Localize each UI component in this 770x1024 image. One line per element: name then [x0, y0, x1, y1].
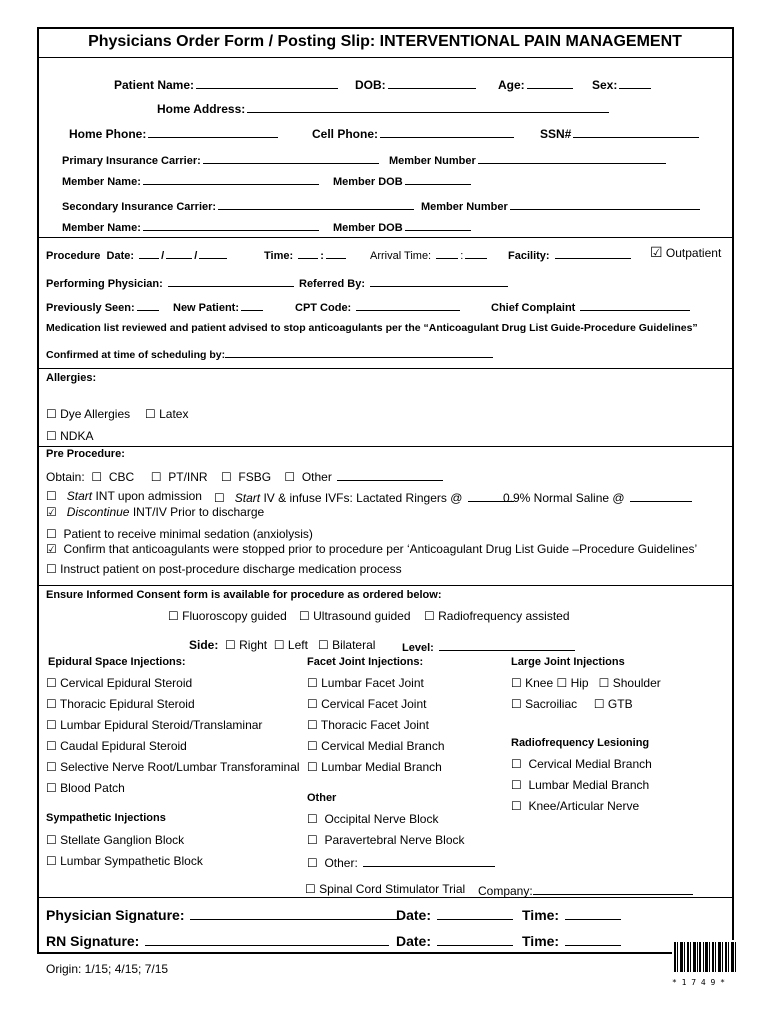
preprocedure-divider — [38, 585, 733, 586]
secondary-carrier-field[interactable]: Secondary Insurance Carrier: — [62, 197, 416, 213]
cell-phone-field[interactable]: Cell Phone: — [312, 125, 516, 141]
rf-item[interactable]: ☐ Lumbar Medial Branch — [511, 778, 650, 792]
left-checkbox-icon[interactable]: ☐ — [273, 638, 285, 652]
obtain-row: Obtain: ☐ CBC ☐ PT/INR ☐ FSBG ☐ Other — [46, 468, 445, 484]
knee-checkbox-icon[interactable]: ☐ — [511, 676, 522, 690]
spinal-cord-stimulator-checkbox[interactable]: ☐ Spinal Cord Stimulator Trial — [305, 882, 466, 896]
confirmed-by-field[interactable]: Confirmed at time of scheduling by: — [46, 345, 495, 361]
checkbox-icon: ☐ — [46, 429, 57, 443]
other-item[interactable]: ☐ Occipital Nerve Block — [307, 812, 439, 826]
ultrasound-checkbox[interactable]: ☐ Ultrasound guided — [299, 609, 411, 623]
discontinue-checkbox[interactable]: ☑ Discontinue INT/IV Prior to discharge — [46, 505, 265, 519]
epidural-item[interactable]: ☐ Thoracic Epidural Steroid — [46, 697, 195, 711]
other-checkbox-icon[interactable]: ☐ — [284, 470, 296, 484]
procedure-time-field[interactable]: Time: : — [264, 246, 348, 262]
checkbox-icon: ☐ — [46, 527, 57, 541]
patient-divider — [38, 237, 733, 238]
home-address-field[interactable]: Home Address: — [157, 100, 611, 116]
epidural-item[interactable]: ☐ Selective Nerve Root/Lumbar Transforaminal — [46, 760, 300, 774]
side-row: Side: ☐ Right ☐ Left ☐ Bilateral — [189, 638, 376, 652]
checkbox-icon: ☐ — [307, 833, 318, 847]
physician-date-field[interactable]: Date: — [396, 905, 515, 923]
page-title: Physicians Order Form / Posting Slip: INTERVENTIONAL PAIN MANAGEMENT — [88, 33, 682, 50]
sympathetic-heading: Sympathetic Injections — [46, 812, 166, 824]
epidural-heading: Epidural Space Injections: — [48, 656, 186, 668]
checkbox-icon: ☐ — [307, 718, 318, 732]
previously-seen-field[interactable]: Previously Seen: — [46, 298, 161, 314]
outpatient-checkbox[interactable]: ☑ Outpatient — [650, 245, 722, 261]
checkbox-icon: ☐ — [46, 781, 57, 795]
member-name-field[interactable]: Member Name: — [62, 172, 321, 188]
bilateral-checkbox-icon[interactable]: ☐ — [317, 638, 329, 652]
start-int-checkbox[interactable]: ☐ Start INT upon admission — [46, 489, 202, 503]
cpt-code-field[interactable]: CPT Code: — [295, 298, 462, 314]
latex-checkbox[interactable]: ☐ Latex — [145, 407, 189, 421]
epidural-item[interactable]: ☐ Caudal Epidural Steroid — [46, 739, 187, 753]
instruct-checkbox[interactable]: ☐ Instruct patient on post-procedure discharge medication process — [46, 562, 402, 576]
large-joint-row-2: ☐ Sacroiliac ☐ GTB — [511, 697, 633, 711]
rf-item[interactable]: ☐ Cervical Medial Branch — [511, 757, 652, 771]
facet-item[interactable]: ☐ Cervical Medial Branch — [307, 739, 445, 753]
shoulder-checkbox-icon[interactable]: ☐ — [598, 676, 610, 690]
primary-carrier-field[interactable]: Primary Insurance Carrier: — [62, 151, 381, 167]
medication-note: Medication list reviewed and patient advised to stop anticoagulants per the “Anticoagulant Drug List Guide-Procedure Guidelines” — [46, 322, 698, 334]
large-joint-row-1: ☐ Knee ☐ Hip ☐ Shoulder — [511, 676, 661, 690]
other-item[interactable]: ☐ Paravertebral Nerve Block — [307, 833, 465, 847]
large-joint-heading: Large Joint Injections — [511, 656, 625, 668]
checkbox-icon: ☐ — [46, 407, 57, 421]
age-field[interactable]: Age: — [498, 76, 575, 92]
hip-checkbox-icon[interactable]: ☐ — [556, 676, 568, 690]
checkbox-icon: ☐ — [511, 778, 522, 792]
cbc-checkbox-icon[interactable]: ☐ — [91, 470, 103, 484]
sacroiliac-checkbox-icon[interactable]: ☐ — [511, 697, 522, 711]
checkbox-icon: ☐ — [46, 697, 57, 711]
allergies-divider — [38, 446, 733, 447]
sympathetic-item[interactable]: ☐ Lumbar Sympathetic Block — [46, 854, 203, 868]
rf-heading: Radiofrequency Lesioning — [511, 737, 650, 749]
epidural-item[interactable]: ☐ Cervical Epidural Steroid — [46, 676, 193, 690]
checkbox-icon: ☐ — [46, 562, 57, 576]
rn-signature-field[interactable]: RN Signature: — [46, 931, 391, 949]
allergies-heading: Allergies: — [46, 372, 97, 384]
checkbox-icon: ☐ — [307, 676, 318, 690]
facet-item[interactable]: ☐ Cervical Facet Joint — [307, 697, 427, 711]
sedation-checkbox[interactable]: ☐ Patient to receive minimal sedation (anxiolysis) — [46, 527, 313, 541]
chief-complaint-field[interactable]: Chief Complaint — [491, 298, 692, 314]
rn-time-field[interactable]: Time: — [522, 931, 623, 949]
fluoroscopy-checkbox[interactable]: ☐ Fluoroscopy guided — [168, 609, 287, 623]
title-divider — [38, 57, 733, 58]
epidural-item[interactable]: ☐ Blood Patch — [46, 781, 125, 795]
physician-time-field[interactable]: Time: — [522, 905, 623, 923]
checkbox-icon: ☐ — [307, 697, 318, 711]
physician-signature-field[interactable]: Physician Signature: — [46, 905, 400, 923]
checkbox-icon: ☐ — [307, 739, 318, 753]
patient-name-field[interactable]: Patient Name: — [114, 76, 340, 92]
procedure-date-field[interactable]: Procedure Date: / / — [46, 246, 229, 262]
new-patient-field[interactable]: New Patient: — [173, 298, 265, 314]
company-field[interactable]: Company: — [478, 882, 695, 898]
checkbox-icon: ☐ — [511, 799, 522, 813]
checkbox-icon: ☐ — [299, 609, 310, 623]
member-number-field[interactable]: Member Number — [389, 151, 668, 167]
epidural-item[interactable]: ☐ Lumbar Epidural Steroid/Translaminar — [46, 718, 263, 732]
home-phone-field[interactable]: Home Phone: — [69, 125, 280, 141]
checkbox-icon: ☐ — [424, 609, 435, 623]
checkbox-icon: ☐ — [46, 489, 57, 503]
dob-field[interactable]: DOB: — [355, 76, 478, 92]
origin-text: Origin: 1/15; 4/15; 7/15 — [46, 962, 169, 976]
rf-item[interactable]: ☐ Knee/Articular Nerve — [511, 799, 640, 813]
dye-allergies-checkbox[interactable]: ☐ Dye Allergies — [46, 407, 131, 421]
start-iv-checkbox[interactable]: ☐ Start IV & infuse IVFs: Lactated Ringers @ — [214, 489, 516, 505]
confirm-anticoagulants-checkbox[interactable]: ☑ Confirm that anticoagulants were stopped prior to procedure per ‘Anticoagulant Drug List Guide –Procedure Guidelines’ — [46, 542, 698, 556]
member-dob2-field[interactable]: Member DOB — [333, 218, 473, 234]
checkbox-icon: ☐ — [46, 833, 57, 847]
facet-item[interactable]: ☐ Thoracic Facet Joint — [307, 718, 429, 732]
member-dob-field[interactable]: Member DOB — [333, 172, 473, 188]
checked-box-icon: ☑ — [46, 505, 57, 519]
checkbox-icon: ☐ — [214, 491, 225, 505]
member-name2-field[interactable]: Member Name: — [62, 218, 321, 234]
member-number2-field[interactable]: Member Number — [421, 197, 702, 213]
referred-by-field[interactable]: Referred By: — [299, 274, 510, 290]
performing-physician-field[interactable]: Performing Physician: — [46, 274, 296, 290]
sex-field[interactable]: Sex: — [592, 76, 653, 92]
consent-heading: Ensure Informed Consent form is available for procedure as ordered below: — [46, 589, 442, 601]
checkbox-icon: ☐ — [511, 757, 522, 771]
checkbox-icon: ☐ — [46, 854, 57, 868]
checkbox-icon: ☐ — [305, 882, 316, 896]
checkbox-icon: ☐ — [145, 407, 156, 421]
fsbg-checkbox-icon[interactable]: ☐ — [220, 470, 232, 484]
facet-item[interactable]: ☐ Lumbar Medial Branch — [307, 760, 442, 774]
rn-date-field[interactable]: Date: — [396, 931, 515, 949]
checkbox-icon: ☐ — [46, 718, 57, 732]
checked-box-icon: ☑ — [46, 542, 57, 556]
right-checkbox-icon[interactable]: ☐ — [225, 638, 236, 652]
checkbox-icon: ☐ — [46, 760, 57, 774]
checkbox-icon: ☐ — [46, 676, 57, 690]
normal-saline-field[interactable]: 0.9% Normal Saline @ — [503, 489, 694, 505]
pre-procedure-heading: Pre Procedure: — [46, 448, 125, 460]
facility-field[interactable]: Facility: — [508, 246, 633, 262]
barcode-icon — [672, 940, 738, 980]
other-item[interactable]: ☐ Other: — [307, 854, 497, 870]
facet-heading: Facet Joint Injections: — [307, 656, 424, 668]
checked-box-icon: ☑ — [650, 245, 663, 261]
checkbox-icon: ☐ — [307, 760, 318, 774]
sympathetic-item[interactable]: ☐ Stellate Ganglion Block — [46, 833, 185, 847]
checkbox-icon: ☐ — [168, 609, 179, 623]
radiofrequency-checkbox[interactable]: ☐ Radiofrequency assisted — [424, 609, 570, 623]
checkbox-icon: ☐ — [307, 856, 318, 870]
level-field[interactable]: Level: — [402, 638, 577, 654]
barcode-text: * 1 7 4 9 * — [672, 978, 725, 987]
facet-item[interactable]: ☐ Lumbar Facet Joint — [307, 676, 424, 690]
ptinr-checkbox-icon[interactable]: ☐ — [150, 470, 162, 484]
checkbox-icon: ☐ — [46, 739, 57, 753]
checkbox-icon: ☐ — [307, 812, 318, 826]
gtb-checkbox-icon[interactable]: ☐ — [593, 697, 605, 711]
ndka-checkbox[interactable]: ☐ NDKA — [46, 429, 94, 443]
other-heading: Other — [307, 792, 337, 804]
procedure-divider — [38, 368, 733, 369]
ssn-field[interactable]: SSN# — [540, 125, 701, 141]
arrival-time-field[interactable]: Arrival Time: : — [370, 246, 489, 262]
